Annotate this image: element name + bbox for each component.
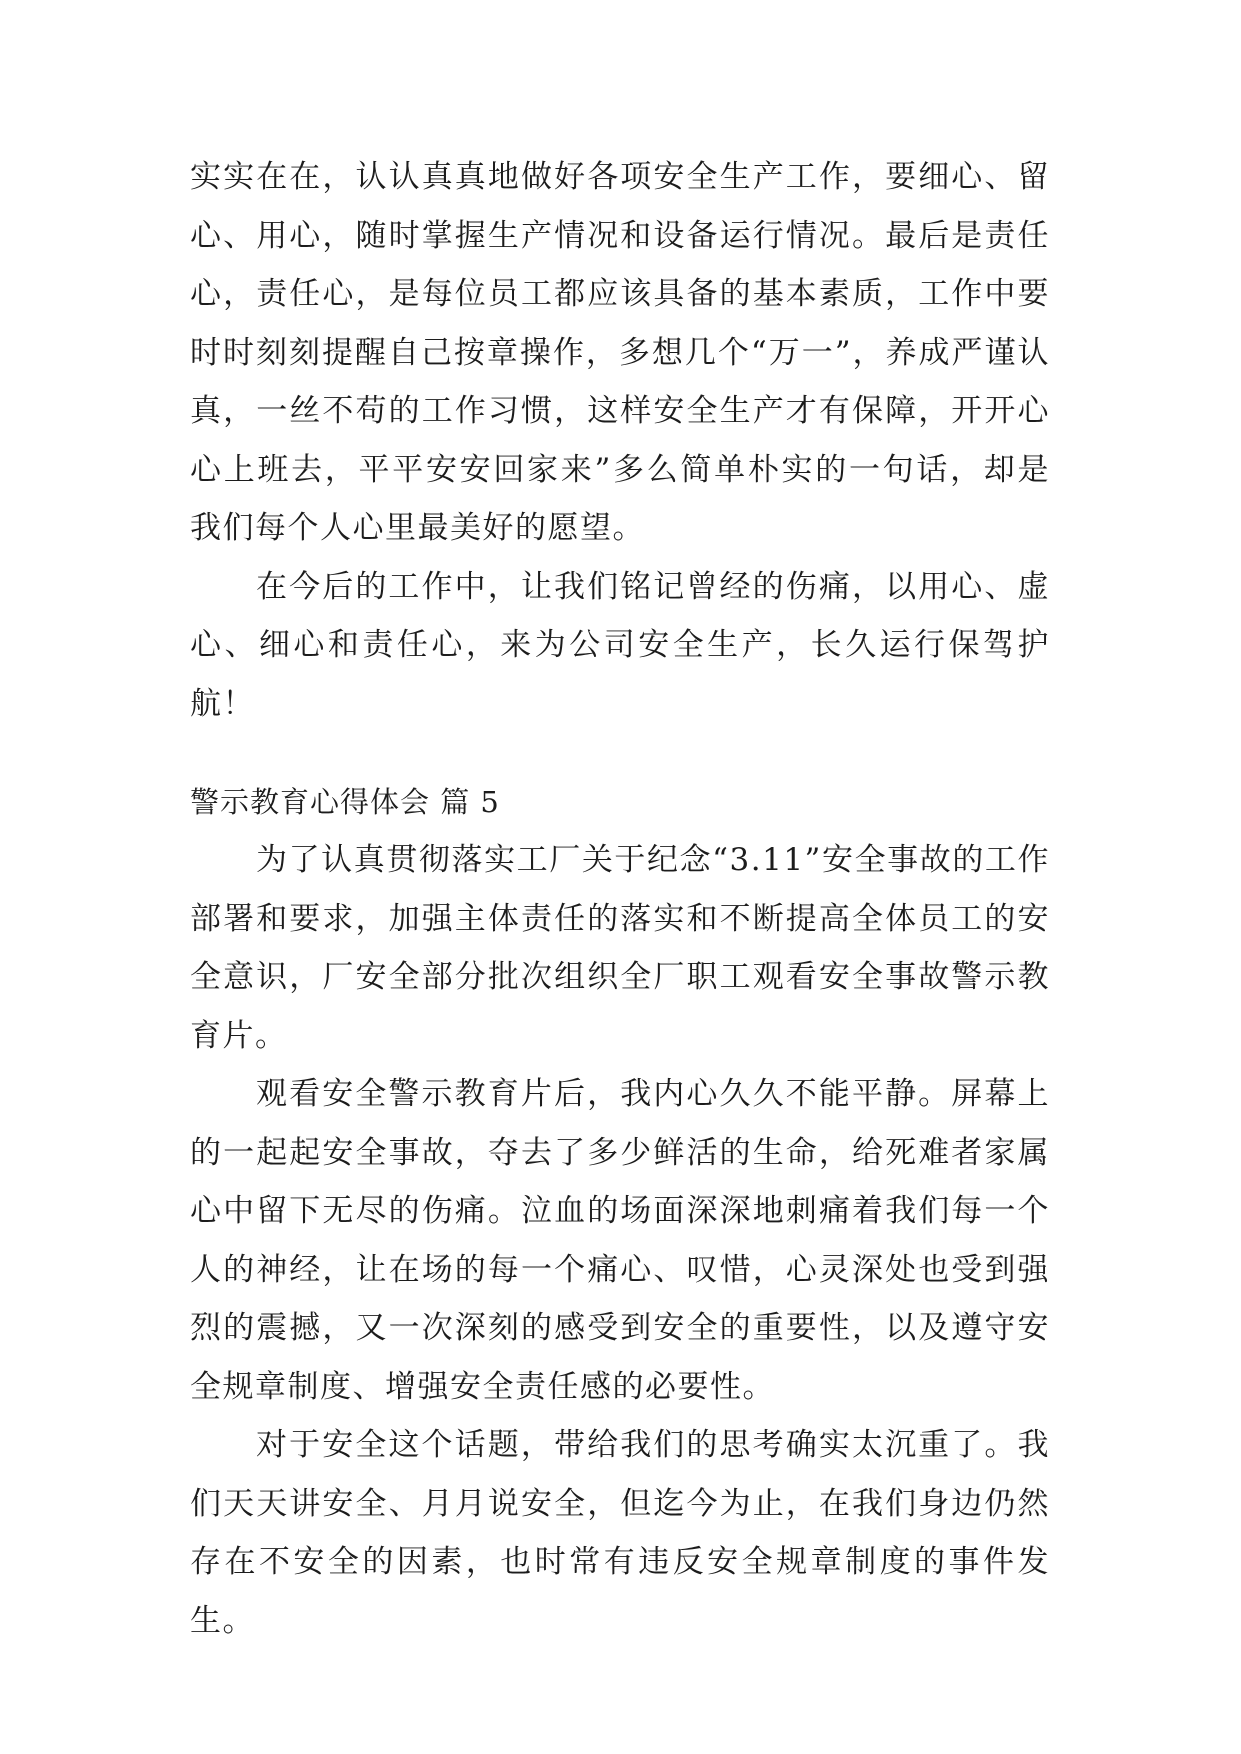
paragraph-closing: 在今后的工作中，让我们铭记曾经的伤痛，以用心、虚心、细心和责任心，来为公司安全生产，长久运行保驾护航！ <box>190 568 1050 722</box>
section-heading: 警示教育心得体会 篇 5 <box>190 785 500 819</box>
document-body <box>190 148 1050 1650</box>
section-spacer <box>190 733 1050 773</box>
paragraph-continuation: 实实在在，认认真真地做好各项安全生产工作，要细心、留心、用心，随时掌握生产情况和设备运行情况。最后是责任心，责任心，是每位员工都应该具备的基本素质，工作中要时时刻刻提醒自己按章操作，多想几个“万一”，养成严谨认真，一丝不苟的工作习惯，这样安全生产才有保障，开开心心上班去，平平安安回家来”多么简单朴实的一句话，却是我们每个人心里最美好的愿望。 <box>190 159 1050 546</box>
paragraph-intro: 为了认真贯彻落实工厂关于纪念“3.11”安全事故的工作部署和要求，加强主体责任的落实和不断提高全体员工的安全意识，厂安全部分批次组织全厂职工观看安全事故警示教育片。 <box>190 842 1050 1054</box>
paragraph-safety-topic: 对于安全这个话题，带给我们的思考确实太沉重了。我们天天讲安全、月月说安全，但迄今为止，在我们身边仍然存在不安全的因素，也时常有违反安全规章制度的事件发生。 <box>190 1427 1050 1639</box>
paragraph-reflection: 观看安全警示教育片后，我内心久久不能平静。屏幕上的一起起安全事故，夺去了多少鲜活的生命，给死难者家属心中留下无尽的伤痛。泣血的场面深深地刺痛着我们每一个人的神经，让在场的每一个痛心、叹惜，心灵深处也受到强烈的震撼，又一次深刻的感受到安全的重要性，以及遵守安全规章制度、增强安全责任感的必要性。 <box>190 1076 1050 1405</box>
